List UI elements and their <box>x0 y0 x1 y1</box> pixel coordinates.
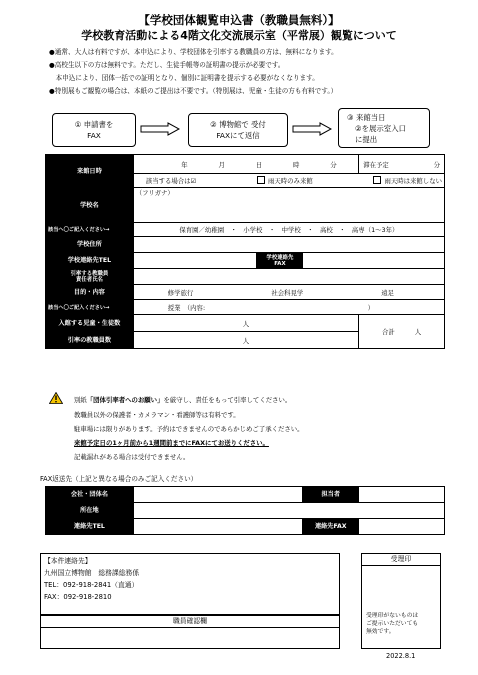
receipt-heading: 受理印 <box>362 554 440 566</box>
total-field[interactable] <box>359 315 445 349</box>
date-unit: 年 <box>181 160 188 169</box>
applicable-label: 該当する場合は <box>145 177 191 185</box>
total-label: 合計 <box>382 328 395 336</box>
students-label: 入館する児童・生徒数 <box>46 315 134 332</box>
students-count-field[interactable] <box>133 315 358 332</box>
notice-text: 別紙 <box>74 396 87 404</box>
staff-count-label: 引率の教職員数 <box>46 332 134 349</box>
school-name-label: 学校名 <box>46 188 134 223</box>
notice-bold: 「団体引率者へのお願い」 <box>86 396 164 404</box>
checkbox-icon[interactable] <box>373 176 381 184</box>
checkbox-icon[interactable] <box>257 176 265 184</box>
stay-unit: 分 <box>433 160 440 169</box>
school-address-field[interactable] <box>133 237 444 253</box>
date-unit: 分 <box>330 160 337 169</box>
fax-contact-row <box>46 519 445 535</box>
school-type-options[interactable]: 保育園／幼稚園 ・ 小学校 ・ 中学校 ・ 高校 ・ 高専（1～3年） <box>133 223 444 237</box>
rain-only-option: 雨天時のみ来館 <box>268 177 313 185</box>
fax-section-heading: FAX返送先（上記と異なる場合のみご記入ください） <box>40 475 198 483</box>
application-form-table <box>45 154 445 349</box>
staff-check-label: 職員確認欄 <box>41 616 339 628</box>
fax-address-row <box>46 503 445 519</box>
step-text: に提出 <box>355 134 378 144</box>
step-3-box <box>338 108 430 148</box>
document-subtitle: 学校教育活動による4階文化交流展示室（平常展）観覧について <box>81 29 397 42</box>
purpose-option: 遠足 <box>381 288 394 297</box>
person-label: 担当者 <box>303 487 359 503</box>
step-1-box <box>52 113 136 147</box>
school-type-row <box>46 223 445 237</box>
circle-hint: 該当へ〇ご記入ください→ <box>46 223 134 237</box>
students-row <box>46 315 445 332</box>
step-text: ②を展示室入口 <box>355 123 406 133</box>
step-2-box <box>188 113 288 147</box>
notice-line-3: 駐車場には限りがあります。予約はできませんのであらかじめご了承ください。 <box>74 425 304 433</box>
date-unit: 日 <box>255 160 263 169</box>
furigana-label: （フリガナ） <box>135 189 174 197</box>
school-fax-label-line: FAX <box>274 260 286 267</box>
warning-icon <box>49 392 63 404</box>
date-unit: 月 <box>218 160 225 169</box>
stay-time-field[interactable] <box>359 155 445 174</box>
receipt-note <box>366 612 418 636</box>
step-text: ③ 来館当日 <box>347 112 386 122</box>
receipt-note-line: ご提示いただいても <box>366 621 419 627</box>
class-row <box>46 300 445 315</box>
fax-address-label: 所在地 <box>46 503 134 519</box>
person-field[interactable] <box>359 487 445 503</box>
step-text: ① 申請書を <box>74 120 114 129</box>
leader-row <box>46 269 445 285</box>
leader-name-field[interactable] <box>133 269 444 285</box>
address-row <box>46 237 445 253</box>
school-fax-field[interactable] <box>303 253 445 269</box>
company-field[interactable] <box>133 487 303 503</box>
school-tel-field[interactable] <box>133 253 257 269</box>
staff-check-box <box>40 615 340 649</box>
staff-count-field[interactable] <box>133 332 358 349</box>
leader-label <box>46 269 134 285</box>
school-name-field[interactable] <box>133 188 444 223</box>
purpose-options[interactable] <box>133 285 444 300</box>
school-name-row <box>46 188 445 223</box>
arrow-right-icon <box>140 122 180 136</box>
visit-date-field[interactable] <box>133 155 358 174</box>
weather-options <box>133 174 444 188</box>
person-unit: 人 <box>242 319 250 328</box>
arrow-right-icon <box>292 122 332 136</box>
visit-date-label: 来館日時 <box>46 155 134 188</box>
class-content-field[interactable] <box>133 300 444 315</box>
stay-label: 滞在予定 <box>363 160 389 169</box>
purpose-option: 社会科見学 <box>271 288 304 297</box>
notice-line-4: 来館予定日の1ヶ月前から1週間前までにFAXにてお送りください。 <box>74 439 269 447</box>
note-line: 本申込により、団体一括での証明となり、個別に証明書を提示する必要がなくなります。 <box>49 74 319 82</box>
tel-fax-row <box>46 253 445 269</box>
school-fax-label-line: 学校連絡先 <box>266 254 294 261</box>
class-label: 授業 （内容: <box>167 303 206 312</box>
visit-date-row <box>46 155 445 174</box>
purpose-label: 目的・内容 <box>46 285 134 300</box>
version-date: 2022.8.1 <box>386 652 416 660</box>
receipt-note-line: 受理印がないものは <box>366 613 419 619</box>
note-line: ●通常、大人は有料ですが、本申込により、学校団体を引率する教職員の方は、無料になります。 <box>49 48 338 56</box>
school-address-label: 学校住所 <box>46 237 134 253</box>
leader-label-line: 引率する教職員 <box>70 270 109 277</box>
purpose-option: 修学旅行 <box>167 288 194 297</box>
rain-no-visit-option: 雨天時は来館しない <box>384 177 442 185</box>
notice-text: を厳守し、責任をもって引率してください。 <box>163 396 292 404</box>
fax-address-field[interactable] <box>133 503 444 519</box>
contact-tel: TEL：092-918-2841（直通） <box>44 581 139 589</box>
document-title: 【学校団体観覧申込書（教職員無料）】 <box>138 13 340 27</box>
receipt-note-line: 無効です。 <box>366 629 395 635</box>
notice-line-5: 記載漏れがある場合は受付できません。 <box>74 453 190 461</box>
contact-fax: FAX：092-918-2810 <box>44 593 112 601</box>
receipt-stamp-box <box>361 553 441 649</box>
contact-org: 九州国立博物館 総務課総務係 <box>44 569 140 577</box>
circle-hint: 該当へ〇ご記入ください→ <box>46 300 134 315</box>
notice-line-2: 教職員以外の保護者・カメラマン・看護師等は有料です。 <box>74 411 240 419</box>
contact-box <box>40 553 340 615</box>
note-line: ●高校生以下の方は無料です。ただし、生徒手帳等の証明書の提示が必要です。 <box>49 61 285 69</box>
contact-heading: 【本件連絡先】 <box>44 557 92 565</box>
contact-tel-label: 連絡先TEL <box>46 519 134 535</box>
contact-fax-field[interactable] <box>359 519 445 535</box>
person-unit: 人 <box>242 336 250 345</box>
school-fax-label <box>257 253 303 269</box>
fax-company-row <box>46 487 445 503</box>
fax-return-table <box>45 486 445 535</box>
step-text: ② 博物館で 受付 <box>210 120 266 129</box>
date-unit: 時 <box>293 160 300 169</box>
class-close: ） <box>367 303 374 312</box>
school-tel-label: 学校連絡先TEL <box>46 253 134 269</box>
leader-label-line: 責任者氏名 <box>75 276 103 283</box>
step-text: FAXにて返信 <box>216 131 260 140</box>
note-line: ●特別展もご観覧の場合は、本紙のご提出は不要です。（特別展は、児童・生徒の方も有料です。） <box>49 87 338 95</box>
step-text: FAX <box>87 131 101 140</box>
total-unit: 人 <box>414 328 422 336</box>
checkbox-checked-icon[interactable]: ☑ <box>190 177 197 185</box>
contact-tel-field[interactable] <box>133 519 303 535</box>
notice-line-1 <box>74 395 291 404</box>
contact-fax-label: 連絡先FAX <box>303 519 359 535</box>
company-label: 会社・団体名 <box>46 487 134 503</box>
purpose-row <box>46 285 445 300</box>
